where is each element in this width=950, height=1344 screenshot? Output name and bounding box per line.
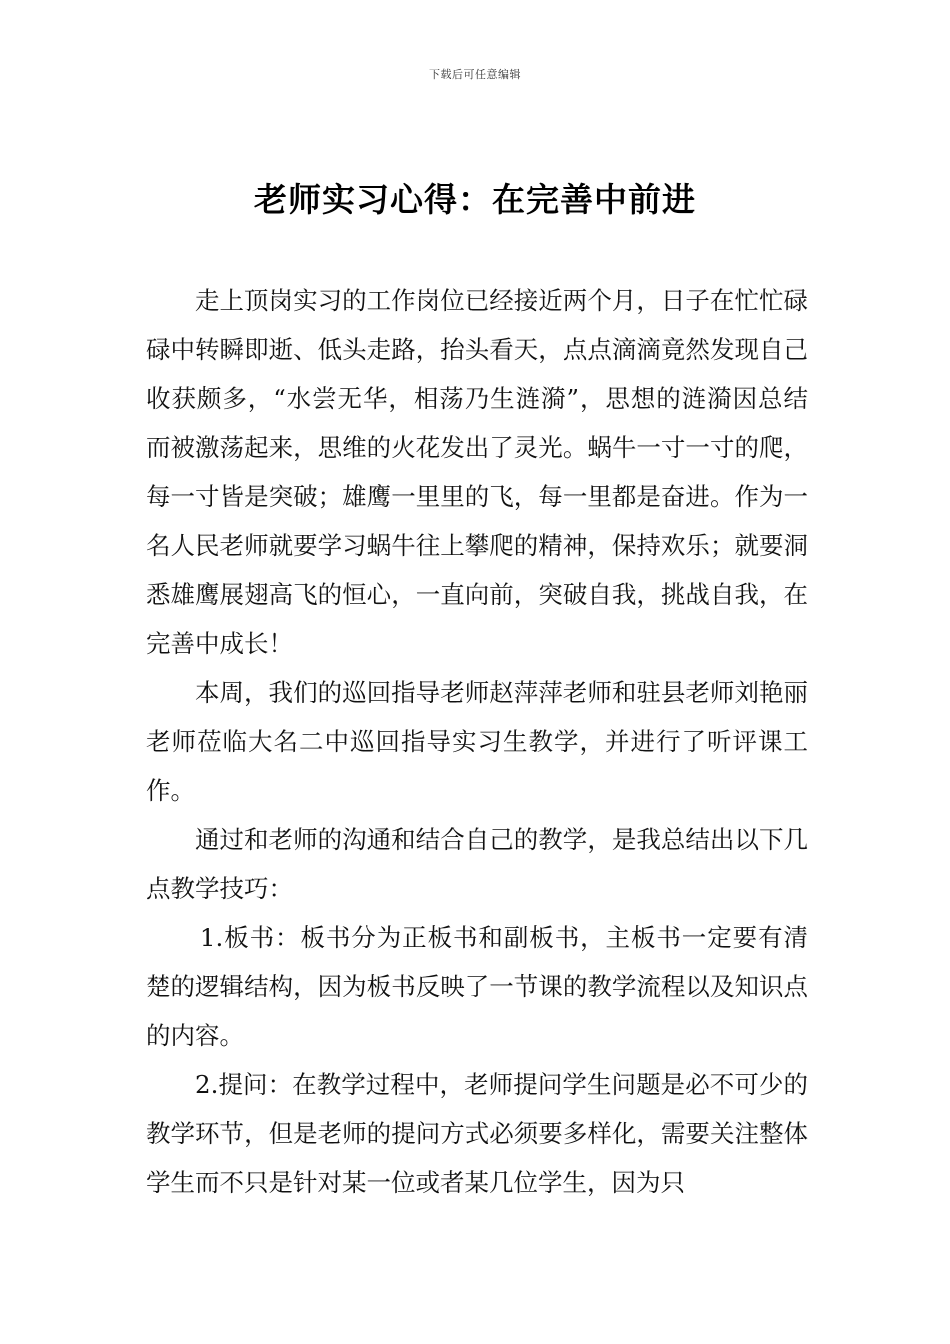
paragraph-point-blackboard: 1.板书：板书分为正板书和副板书，主板书一定要有清楚的逻辑结构，因为板书反映了一节课的教学流程以及知识点的内容。 xyxy=(146,923,808,1050)
paragraph-visit: 本周，我们的巡回指导老师赵萍萍老师和驻县老师刘艳丽老师莅临大名二中巡回指导实习生教学，并进行了听评课工作。 xyxy=(146,678,808,805)
document-body xyxy=(146,276,808,1207)
paragraph-intro: 走上顶岗实习的工作岗位已经接近两个月，日子在忙忙碌碌中转瞬即逝、低头走路，抬头看天，点点滴滴竟然发现自己收获颇多，“水尝无华，相荡乃生涟漪”，思想的涟漪因总结而被激荡起来，思维的火花发出了灵光。蜗牛一寸一寸的爬，每一寸皆是突破；雄鹰一里里的飞，每一里都是奋进。作为一名人民老师就要学习蜗牛往上攀爬的精神，保持欢乐；就要洞悉雄鹰展翅高飞的恒心，一直向前，突破自我，挑战自我，在完善中成长！ xyxy=(146,286,808,658)
paragraph-point-questioning: 2.提问：在教学过程中，老师提问学生问题是必不可少的教学环节，但是老师的提问方式必须要多样化，需要关注整体学生而不只是针对某一位或者某几位学生，因为只 xyxy=(146,1070,808,1197)
document-title: 老师实习心得：在完善中前进 xyxy=(254,180,696,219)
page-header: 下载后可任意编辑 xyxy=(429,68,521,81)
paragraph-summary: 通过和老师的沟通和结合自己的教学，是我总结出以下几点教学技巧： xyxy=(146,825,808,903)
